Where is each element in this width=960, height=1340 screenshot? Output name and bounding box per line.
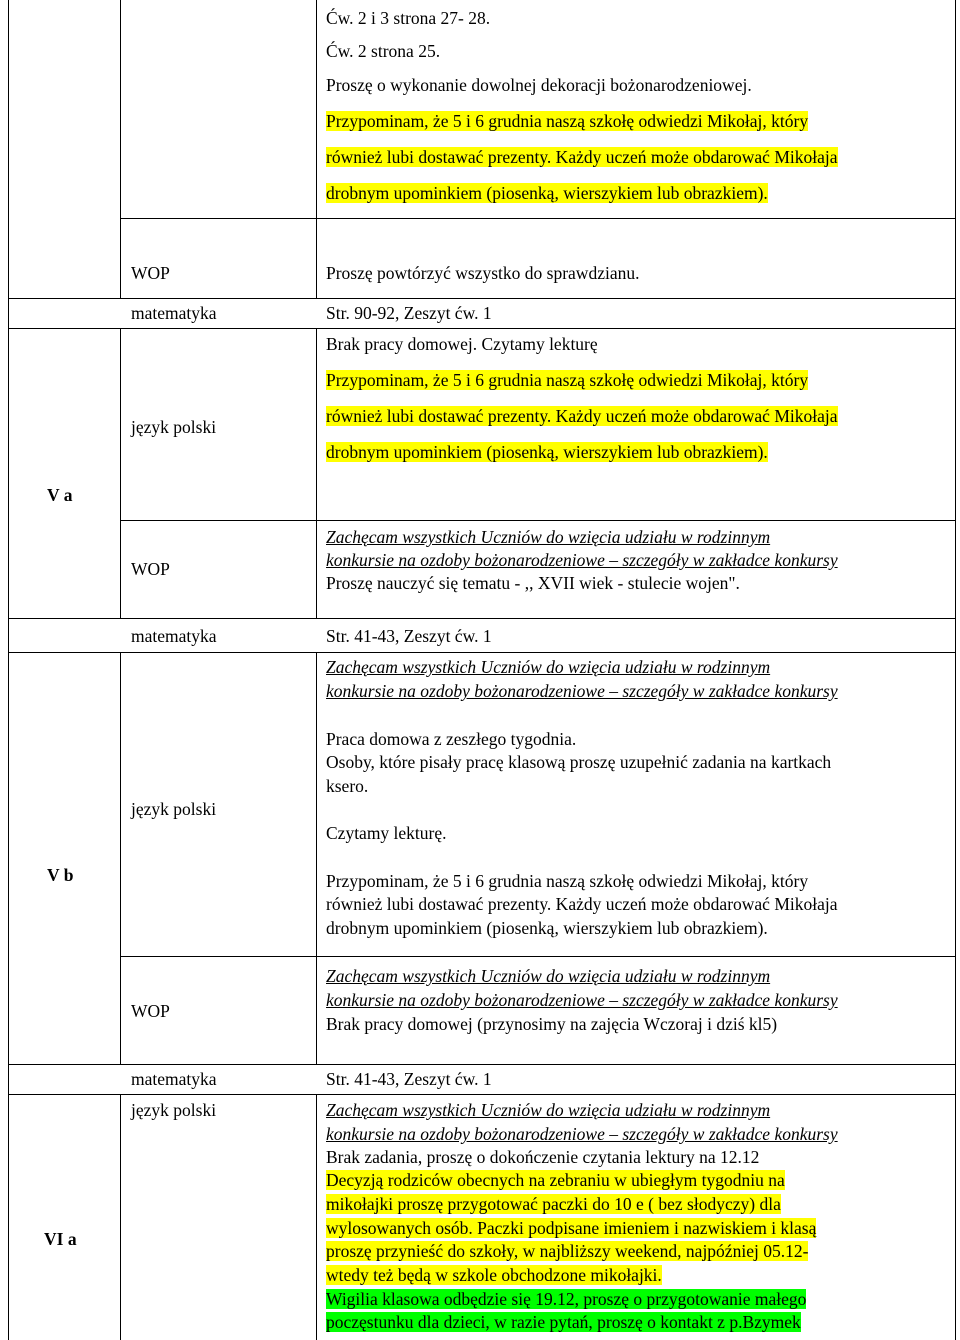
homework-text: Praca domowa z zeszłego tygodnia.	[326, 729, 577, 749]
row-divider	[120, 956, 956, 957]
homework-text: Proszę powtórzyć wszystko do sprawdzianu.	[326, 263, 640, 283]
highlighted-text: drobnym upominkiem (piosenką, wierszykiem lub obrazkiem).	[326, 183, 768, 203]
table-border-right	[955, 0, 956, 1340]
highlighted-text: drobnym upominkiem (piosenką, wierszykiem lub obrazkiem).	[326, 442, 768, 462]
highlighted-text: również lubi dostawać prezenty. Każdy uczeń może obdarować Mikołaja	[326, 406, 838, 426]
highlighted-text: proszę przynieść do szkoły, w najbliższy weekend, najpóźniej 05.12-	[326, 1241, 809, 1261]
subject-label: język polski	[131, 799, 217, 819]
homework-text: również lubi dostawać prezenty. Każdy uczeń może obdarować Mikołaja	[326, 894, 838, 914]
homework-text: Proszę o wykonanie dowolnej dekoracji bożonarodzeniowej.	[326, 75, 752, 95]
class-label: V a	[47, 485, 73, 505]
column-divider	[316, 328, 317, 618]
subject-label: WOP	[131, 1001, 170, 1021]
row-divider	[8, 298, 956, 299]
homework-text: Str. 41-43, Zeszyt ćw. 1	[326, 626, 492, 646]
column-divider	[120, 328, 121, 618]
contest-notice: konkursie na ozdoby bożonarodzeniowe – szczegóły w zakładce konkursy	[326, 681, 838, 701]
homework-text: Str. 90-92, Zeszyt ćw. 1	[326, 303, 492, 323]
highlighted-text: Przypominam, że 5 i 6 grudnia naszą szkołę odwiedzi Mikołaj, który	[326, 370, 809, 390]
highlighted-text: również lubi dostawać prezenty. Każdy uczeń może obdarować Mikołaja	[326, 147, 838, 167]
contest-notice: konkursie na ozdoby bożonarodzeniowe – szczegóły w zakładce konkursy	[326, 1124, 838, 1144]
subject-label: język polski	[131, 417, 217, 437]
homework-text: ksero.	[326, 776, 369, 796]
contest-notice: konkursie na ozdoby bożonarodzeniowe – szczegóły w zakładce konkursy	[326, 550, 838, 570]
subject-label: matematyka	[131, 1069, 217, 1089]
subject-label: WOP	[131, 559, 170, 579]
column-divider	[316, 0, 317, 298]
highlighted-text: wylosowanych osób. Paczki podpisane imieniem i nazwiskiem i klasą	[326, 1218, 817, 1238]
row-divider	[8, 328, 956, 329]
column-divider	[120, 652, 121, 1064]
highlighted-text: mikołajki proszę przygotować paczki do 10 e ( bez słodyczy) dla	[326, 1194, 781, 1214]
column-divider	[120, 0, 121, 298]
homework-text: drobnym upominkiem (piosenką, wierszykiem lub obrazkiem).	[326, 918, 768, 938]
homework-text: Przypominam, że 5 i 6 grudnia naszą szkołę odwiedzi Mikołaj, który	[326, 871, 809, 891]
homework-text: Brak zadania, proszę o dokończenie czytania lektury na 12.12	[326, 1147, 760, 1167]
homework-text: Ćw. 2 i 3 strona 27- 28.	[326, 8, 491, 28]
homework-text: Ćw. 2 strona 25.	[326, 41, 441, 61]
row-divider	[120, 520, 956, 521]
contest-notice: konkursie na ozdoby bożonarodzeniowe – szczegóły w zakładce konkursy	[326, 990, 838, 1010]
class-label: V b	[47, 865, 74, 885]
homework-text: Osoby, które pisały pracę klasową proszę uzupełnić zadania na kartkach	[326, 752, 832, 772]
homework-text: Czytamy lekturę.	[326, 823, 447, 843]
class-label: VI a	[44, 1229, 77, 1249]
contest-notice: Zachęcam wszystkich Uczniów do wzięcia udziału w rodzinnym	[326, 657, 771, 677]
table-border-left	[8, 0, 9, 1340]
subject-label: matematyka	[131, 626, 217, 646]
subject-label: matematyka	[131, 303, 217, 323]
subject-label: WOP	[131, 263, 170, 283]
subject-label: język polski	[131, 1100, 217, 1120]
column-divider	[316, 1094, 317, 1340]
highlighted-text-green: poczęstunku dla dzieci, w razie pytań, proszę o kontakt z p.Bzymek	[326, 1312, 801, 1332]
row-divider	[8, 618, 956, 619]
contest-notice: Zachęcam wszystkich Uczniów do wzięcia udziału w rodzinnym	[326, 527, 771, 547]
highlighted-text: wtedy też będą w szkole obchodzone mikołajki.	[326, 1265, 662, 1285]
row-divider	[8, 652, 956, 653]
row-divider	[120, 218, 956, 219]
homework-text: Proszę nauczyć się tematu - ,, XVII wiek - stulecie wojen".	[326, 573, 740, 593]
row-divider	[8, 1064, 956, 1065]
contest-notice: Zachęcam wszystkich Uczniów do wzięcia udziału w rodzinnym	[326, 1100, 771, 1120]
highlighted-text-green: Wigilia klasowa odbędzie się 19.12, proszę o przygotowanie małego	[326, 1289, 807, 1309]
column-divider	[316, 652, 317, 1064]
homework-text: Str. 41-43, Zeszyt ćw. 1	[326, 1069, 492, 1089]
homework-text: Brak pracy domowej (przynosimy na zajęcia Wczoraj i dziś kl5)	[326, 1014, 778, 1034]
homework-text: Brak pracy domowej. Czytamy lekturę	[326, 334, 598, 354]
row-divider	[8, 1094, 956, 1095]
contest-notice: Zachęcam wszystkich Uczniów do wzięcia udziału w rodzinnym	[326, 966, 771, 986]
highlighted-text: Przypominam, że 5 i 6 grudnia naszą szkołę odwiedzi Mikołaj, który	[326, 111, 809, 131]
column-divider	[120, 1094, 121, 1340]
highlighted-text: Decyzją rodziców obecnych na zebraniu w ubiegłym tygodniu na	[326, 1170, 785, 1190]
